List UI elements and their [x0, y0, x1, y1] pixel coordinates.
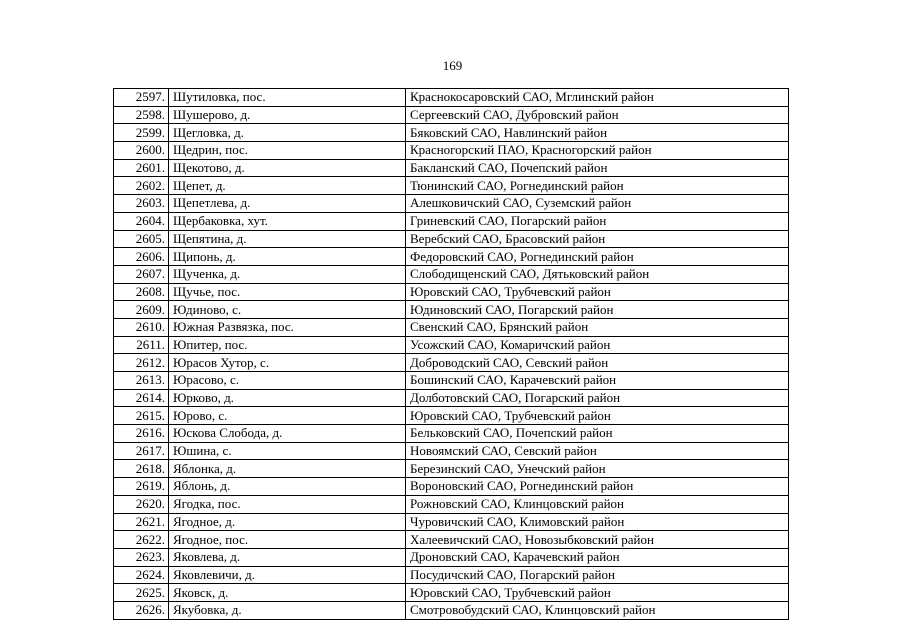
settlement-name-cell: Яковлева, д. — [169, 548, 406, 566]
table-row — [114, 442, 789, 460]
table-row — [114, 478, 789, 496]
row-number-cell: 2606. — [114, 248, 169, 266]
row-number-cell: 2624. — [114, 566, 169, 584]
district-cell: Красногорский ПАО, Красногорский район — [406, 142, 789, 160]
table-row — [114, 531, 789, 549]
row-number-cell: 2605. — [114, 230, 169, 248]
table-row — [114, 177, 789, 195]
row-number-cell: 2615. — [114, 407, 169, 425]
row-number-cell: 2622. — [114, 531, 169, 549]
settlement-name-cell: Яблонка, д. — [169, 460, 406, 478]
settlement-name-cell: Щепетлева, д. — [169, 195, 406, 213]
table-row — [114, 265, 789, 283]
table-row — [114, 513, 789, 531]
row-number-cell: 2620. — [114, 495, 169, 513]
row-number-cell: 2612. — [114, 354, 169, 372]
district-cell: Бакланский САО, Почепский район — [406, 159, 789, 177]
district-cell: Краснокосаровский САО, Мглинский район — [406, 89, 789, 107]
district-cell: Доброводский САО, Севский район — [406, 354, 789, 372]
district-cell: Юровский САО, Трубчевский район — [406, 283, 789, 301]
table-row — [114, 336, 789, 354]
settlement-name-cell: Щепятина, д. — [169, 230, 406, 248]
table-row — [114, 248, 789, 266]
settlement-name-cell: Юрасов Хутор, с. — [169, 354, 406, 372]
settlement-name-cell: Ягодка, пос. — [169, 495, 406, 513]
row-number-cell: 2600. — [114, 142, 169, 160]
row-number-cell: 2603. — [114, 195, 169, 213]
district-cell: Посудичский САО, Погарский район — [406, 566, 789, 584]
district-cell: Юровский САО, Трубчевский район — [406, 407, 789, 425]
table-row — [114, 301, 789, 319]
district-cell: Долботовский САО, Погарский район — [406, 389, 789, 407]
settlement-name-cell: Юрасово, с. — [169, 372, 406, 390]
row-number-cell: 2623. — [114, 548, 169, 566]
district-cell: Смотровобудский САО, Клинцовский район — [406, 601, 789, 619]
table-row — [114, 601, 789, 619]
row-number-cell: 2601. — [114, 159, 169, 177]
table-row — [114, 89, 789, 107]
settlement-name-cell: Юдиново, с. — [169, 301, 406, 319]
district-cell: Бельковский САО, Почепский район — [406, 425, 789, 443]
district-cell: Усожский САО, Комаричский район — [406, 336, 789, 354]
settlement-name-cell: Щербаковка, хут. — [169, 212, 406, 230]
table-row — [114, 283, 789, 301]
row-number-cell: 2599. — [114, 124, 169, 142]
district-cell: Вороновский САО, Рогнединский район — [406, 478, 789, 496]
table-row — [114, 372, 789, 390]
district-cell: Федоровский САО, Рогнединский район — [406, 248, 789, 266]
table-row — [114, 460, 789, 478]
district-cell: Бошинский САО, Карачевский район — [406, 372, 789, 390]
row-number-cell: 2609. — [114, 301, 169, 319]
district-cell: Дроновский САО, Карачевский район — [406, 548, 789, 566]
district-cell: Сергеевский САО, Дубровский район — [406, 106, 789, 124]
table-row — [114, 195, 789, 213]
settlement-name-cell: Щипонь, д. — [169, 248, 406, 266]
settlement-name-cell: Шутиловка, пос. — [169, 89, 406, 107]
settlement-name-cell: Щепет, д. — [169, 177, 406, 195]
district-cell: Свенский САО, Брянский район — [406, 318, 789, 336]
settlement-name-cell: Юрово, с. — [169, 407, 406, 425]
district-cell: Тюнинский САО, Рогнединский район — [406, 177, 789, 195]
table-row — [114, 407, 789, 425]
settlements-table — [113, 88, 789, 620]
table-row — [114, 495, 789, 513]
district-cell: Березинский САО, Унечский район — [406, 460, 789, 478]
row-number-cell: 2617. — [114, 442, 169, 460]
row-number-cell: 2619. — [114, 478, 169, 496]
row-number-cell: 2614. — [114, 389, 169, 407]
row-number-cell: 2604. — [114, 212, 169, 230]
table-row — [114, 142, 789, 160]
district-cell: Слободищенский САО, Дятьковский район — [406, 265, 789, 283]
settlement-name-cell: Южная Развязка, пос. — [169, 318, 406, 336]
row-number-cell: 2621. — [114, 513, 169, 531]
row-number-cell: 2610. — [114, 318, 169, 336]
settlement-name-cell: Яковлевичи, д. — [169, 566, 406, 584]
table-row — [114, 318, 789, 336]
row-number-cell: 2618. — [114, 460, 169, 478]
table-row — [114, 354, 789, 372]
district-cell: Алешковичский САО, Суземский район — [406, 195, 789, 213]
settlement-name-cell: Яковск, д. — [169, 584, 406, 602]
district-cell: Гриневский САО, Погарский район — [406, 212, 789, 230]
settlement-name-cell: Юшина, с. — [169, 442, 406, 460]
settlement-name-cell: Ягодное, д. — [169, 513, 406, 531]
table-row — [114, 566, 789, 584]
district-cell: Юровский САО, Трубчевский район — [406, 584, 789, 602]
settlement-name-cell: Юскова Слобода, д. — [169, 425, 406, 443]
table-row — [114, 425, 789, 443]
district-cell: Веребский САО, Брасовский район — [406, 230, 789, 248]
district-cell: Бяковский САО, Навлинский район — [406, 124, 789, 142]
row-number-cell: 2608. — [114, 283, 169, 301]
settlement-name-cell: Юпитер, пос. — [169, 336, 406, 354]
district-cell: Новоямский САО, Севский район — [406, 442, 789, 460]
table-row — [114, 548, 789, 566]
settlement-name-cell: Яблонь, д. — [169, 478, 406, 496]
settlement-name-cell: Щекотово, д. — [169, 159, 406, 177]
table-row — [114, 230, 789, 248]
district-cell: Рожновский САО, Клинцовский район — [406, 495, 789, 513]
table-row — [114, 389, 789, 407]
settlement-name-cell: Ягодное, пос. — [169, 531, 406, 549]
row-number-cell: 2616. — [114, 425, 169, 443]
settlement-name-cell: Щучье, пос. — [169, 283, 406, 301]
table-row — [114, 584, 789, 602]
row-number-cell: 2613. — [114, 372, 169, 390]
settlement-name-cell: Щедрин, пос. — [169, 142, 406, 160]
table-row — [114, 124, 789, 142]
row-number-cell: 2625. — [114, 584, 169, 602]
page-number: 169 — [442, 58, 463, 73]
settlement-name-cell: Якубовка, д. — [169, 601, 406, 619]
row-number-cell: 2626. — [114, 601, 169, 619]
row-number-cell: 2607. — [114, 265, 169, 283]
row-number-cell: 2611. — [114, 336, 169, 354]
district-cell: Юдиновский САО, Погарский район — [406, 301, 789, 319]
row-number-cell: 2602. — [114, 177, 169, 195]
district-cell: Чуровичский САО, Климовский район — [406, 513, 789, 531]
table-body — [114, 89, 789, 620]
row-number-cell: 2597. — [114, 89, 169, 107]
district-cell: Халеевичский САО, Новозыбковский район — [406, 531, 789, 549]
settlement-name-cell: Шушерово, д. — [169, 106, 406, 124]
settlement-name-cell: Щегловка, д. — [169, 124, 406, 142]
table-row — [114, 106, 789, 124]
table-row — [114, 212, 789, 230]
row-number-cell: 2598. — [114, 106, 169, 124]
settlement-name-cell: Щученка, д. — [169, 265, 406, 283]
table-row — [114, 159, 789, 177]
settlement-name-cell: Юрково, д. — [169, 389, 406, 407]
